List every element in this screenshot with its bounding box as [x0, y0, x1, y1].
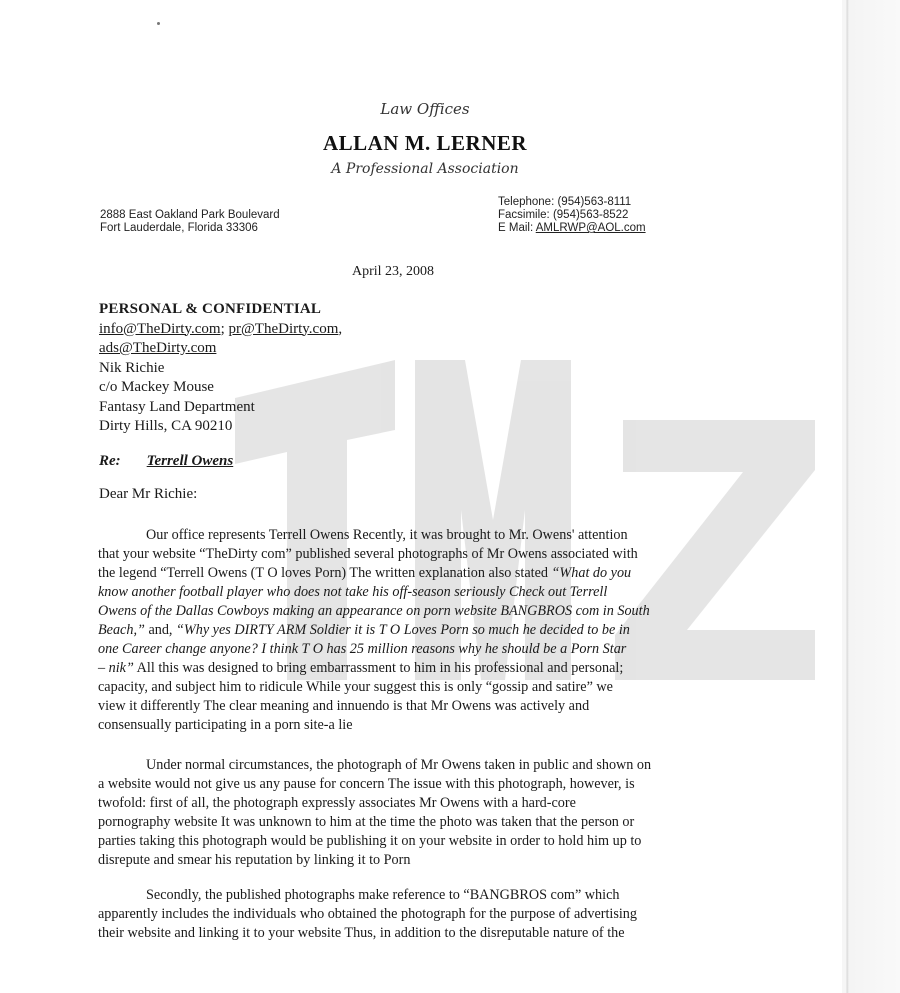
scan-edge	[842, 0, 900, 993]
address-line-1: 2888 East Oakland Park Boulevard	[100, 209, 280, 221]
paragraph-line	[98, 659, 738, 678]
letterhead-offices: Law Offices	[380, 100, 470, 118]
letterhead-association: A Professional Association	[331, 161, 519, 177]
email-address: AMLRWP@AOL.com	[535, 222, 646, 234]
paragraph-line: twofold: first of all, the photograph expressly associates Mr Owens with a hard-core	[98, 795, 576, 811]
quoted-text: “What do you	[551, 565, 632, 581]
paragraph-line: Owens of the Dallas Cowboys making an appearance on porn website BANGBROS com in South	[98, 603, 650, 619]
quoted-text: Beach,”	[98, 622, 145, 638]
recipient-email-pr: pr@TheDirty.com	[228, 320, 339, 337]
paragraph-line: pornography website It was unknown to him at the time the photo was taken that the person or	[98, 814, 635, 830]
quoted-text: – nik”	[98, 660, 134, 676]
salutation: Dear Mr Richie:	[99, 486, 198, 502]
email-separator: ;	[220, 320, 229, 337]
recipient-email-info: info@TheDirty.com	[99, 320, 221, 337]
paragraph-line: Our office represents Terrell Owens Recently, it was brought to Mr. Owens' attention	[146, 527, 628, 543]
paragraph-line: a website would not give us any pause for concern The issue with this photograph, however, is	[98, 776, 635, 792]
address-line-2: Fort Lauderdale, Florida 33306	[100, 222, 258, 234]
body-paragraph-2	[98, 756, 738, 870]
paragraph-line	[98, 564, 738, 583]
letter-date: April 23, 2008	[352, 264, 435, 279]
paragraph-line: Secondly, the published photographs make reference to “BANGBROS com” which	[146, 887, 620, 903]
recipient-emails	[99, 320, 342, 340]
paragraph-line: know another football player who does not take his off-season seriously Check out Terrell	[98, 584, 608, 600]
email-label: E Mail:	[498, 222, 536, 234]
recipient-department: Fantasy Land Department	[99, 398, 255, 415]
quoted-text: “Why yes DIRTY ARM Soldier it is T O Loves Porn so much he decided to be in	[176, 622, 630, 638]
paragraph-text: All this was designed to bring embarrassment to him in his professional and personal;	[133, 660, 624, 676]
paragraph-text: and,	[144, 622, 177, 638]
paragraph-line: Under normal circumstances, the photograph of Mr Owens taken in public and shown on	[146, 757, 652, 773]
recipient-name: Nik Richie	[99, 359, 165, 376]
paragraph-line: parties taking this photograph would be publishing it on your website in order to hold him up to	[98, 833, 642, 849]
office-address	[100, 209, 280, 235]
scan-speck	[157, 22, 160, 25]
recipient-city: Dirty Hills, CA 90210	[99, 418, 233, 434]
subject-label: Re:	[99, 453, 121, 469]
paragraph-line: disrepute and smear his reputation by linking it to Porn	[98, 852, 411, 868]
email-line	[498, 222, 646, 235]
letterhead-firm-name: ALLAN M. LERNER	[322, 131, 528, 155]
paragraph-line: one Career change anyone? I think T O has 25 million reasons why he should be a Porn Star	[98, 641, 627, 657]
subject-text: Terrell Owens	[146, 453, 234, 469]
paragraph-line: capacity, and subject him to ridicule While your suggest this is only “gossip and satire” we	[98, 679, 613, 695]
body-paragraph-3	[98, 886, 738, 943]
subject-line	[99, 453, 233, 470]
paragraph-line	[98, 621, 738, 640]
email-separator: ,	[338, 320, 343, 337]
telephone: Telephone: (954)563-8111	[498, 196, 632, 208]
paragraph-line: view it differently The clear meaning and innuendo is that Mr Owens was actively and	[98, 698, 590, 714]
recipient-care-of: c/o Mackey Mouse	[99, 379, 214, 395]
recipient-block	[99, 300, 342, 437]
paragraph-line: their website and linking it to your website Thus, in addition to the disreputable nature of the	[98, 925, 625, 941]
paragraph-line: that your website “TheDirty com” published several photographs of Mr Owens associated with	[98, 546, 638, 562]
recipient-email-ads: ads@TheDirty.com	[99, 340, 217, 356]
body-paragraph-1	[98, 526, 738, 735]
contact-block	[498, 196, 646, 235]
confidential-heading: PERSONAL & CONFIDENTIAL	[99, 301, 322, 317]
facsimile: Facsimile: (954)563-8522	[498, 209, 629, 221]
paragraph-line: apparently includes the individuals who obtained the photograph for the purpose of advertising	[98, 906, 637, 922]
paragraph-text: the legend “Terrell Owens (T O loves Porn) The written explanation also stated	[98, 565, 552, 581]
paragraph-line: consensually participating in a porn site-a lie	[98, 717, 353, 733]
